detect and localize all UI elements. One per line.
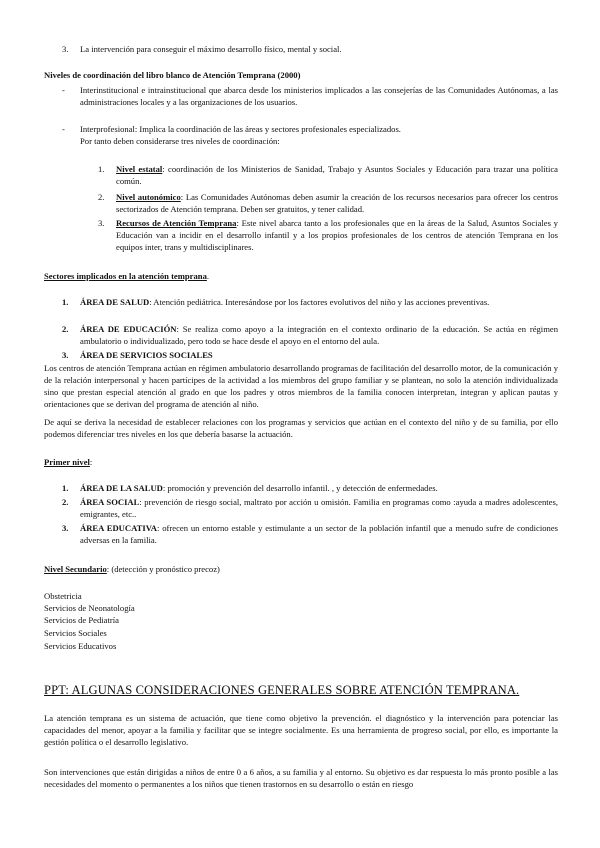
sectores-heading-tail: . bbox=[206, 271, 210, 281]
sectores-item-2 bbox=[80, 323, 558, 347]
niveles-numbered-1-marker: 1. bbox=[98, 164, 105, 174]
sectores-item-1-text: : Atención pediátrica. Interesándose por los factores evolutivos del niño y las acciones preventivas. bbox=[149, 297, 490, 307]
sectores-heading-text: Sectores implicados en la atención temprana bbox=[44, 271, 207, 281]
sectores-item-3-marker: 3. bbox=[62, 350, 69, 360]
primer-nivel-item-3-text: : ofrecen un entorno estable y estimulante a un sector de la población infantil que a menudo sufre de condiciones adversas en la familia. bbox=[80, 523, 559, 545]
primer-nivel-item-2-term: ÁREA SOCIAL bbox=[80, 497, 140, 507]
niveles-heading: Niveles de coordinación del libro blanco de Atención Temprana (2000) bbox=[44, 70, 301, 80]
top-item-marker: 3. bbox=[62, 44, 69, 54]
sectores-paragraph-2: De aquí se deriva la necesidad de establecer relaciones con los programas y servicios que actúan en el contexto del niño y de su familia, por ello podemos diferenciar tres niveles en los que debería basarse la actuación. bbox=[44, 417, 558, 439]
primer-nivel-item-3 bbox=[80, 522, 558, 546]
sectores-item-2-term: ÁREA DE EDUCACIÓN bbox=[80, 324, 177, 334]
niveles-numbered-2-marker: 2. bbox=[98, 192, 105, 202]
nivel-secundario-list-item: Servicios Educativos bbox=[44, 641, 117, 651]
niveles-numbered-1-term: Nivel estatal bbox=[116, 164, 163, 174]
primer-nivel-item-2-marker: 2. bbox=[62, 497, 69, 507]
niveles-numbered-1 bbox=[116, 163, 558, 187]
sectores-paragraph-1: Los centros de atención Temprana actúan en régimen ambulatorio desarrollando programas de facilitación del desarrollo motor, de la comunicación y de la relación interpersonal y hacen partícipes de la actividad a los miembros del grupo familiar y se plantean, no solo la atención individualizada sino que prestan especial atención al grado en que los padres y otros miembros de la familia conocen interpretan, integran y aplican pautas y orientaciones que se derivan del programa de atención al niño. bbox=[44, 363, 558, 409]
niveles-numbered-3-term: Recursos de Atención Temprana bbox=[116, 218, 237, 228]
primer-nivel-item-2 bbox=[80, 496, 558, 520]
niveles-numbered-2 bbox=[116, 191, 558, 215]
nivel-secundario-list-item: Servicios Sociales bbox=[44, 628, 107, 638]
ppt-paragraph-1: La atención temprana es un sistema de actuación, que tiene como objetivo la prevención. el diagnóstico y la intervención para potenciar las capacidades del menor, apoyar a la familia y facilitar que se integre socialmente. Es una herramienta de progreso social, por ello, es importante la gestión política o el desarrollo legislativo. bbox=[44, 713, 558, 747]
niveles-numbered-2-text: : Las Comunidades Autónomas deben asumir la creación de los recursos necesarios para ofrecer los centros sectorizados de Atención temprana. Deben ser gratuitos, y tener calidad. bbox=[116, 192, 558, 214]
ppt-paragraph-2: Son intervenciones que están dirigidas a niños de entre 0 a 6 años, a su familia y al entorno. Su objetivo es dar respuesta lo más pronto posible a las necesidades del momento o permanentes a los niños que tienen trastornos en su desarrollo o están en riesgo bbox=[44, 767, 558, 789]
primer-nivel-item-3-term: ÁREA EDUCATIVA bbox=[80, 523, 158, 533]
primer-nivel-heading-text: Primer nivel bbox=[44, 457, 90, 467]
ppt-heading: PPT: ALGUNAS CONSIDERACIONES GENERALES SOBRE ATENCIÓN TEMPRANA. bbox=[44, 683, 520, 697]
primer-nivel-item-1-text: : promoción y prevención del desarrollo infantil. , y detección de enfermedades. bbox=[162, 483, 438, 493]
niveles-bullet-1-text: Interinstitucional e intrainstitucional que abarca desde los ministerios implicados a las consejerías de las Comunidades Autónomas, a las administraciones locales y a las organizaciones de los usuarios. bbox=[80, 85, 558, 107]
niveles-numbered-2-term: Nivel autonómico bbox=[116, 192, 181, 202]
sectores-heading bbox=[44, 270, 209, 282]
primer-nivel-item-1 bbox=[80, 482, 558, 494]
sectores-item-3 bbox=[80, 349, 213, 361]
niveles-numbered-3-text: : Este nivel abarca tanto a los profesionales que en la áreas de la Salud, Asuntos Sociales y Educación van a incidir en el desarrollo infantil y a los propios profesionales de los centros de atención Temprana en los equipos inter, trans y multidisciplinares. bbox=[116, 218, 558, 252]
nivel-secundario-list-item: Servicios de Pediatría bbox=[44, 615, 119, 625]
niveles-bullet-2-line1: Interprofesional: Implica la coordinación de las áreas y sectores profesionales especializados. bbox=[80, 124, 401, 134]
primer-nivel-item-1-term: ÁREA DE LA SALUD bbox=[80, 483, 163, 493]
primer-nivel-item-1-marker: 1. bbox=[62, 483, 69, 493]
primer-nivel-heading-tail: : bbox=[89, 457, 93, 467]
sectores-item-1-marker: 1. bbox=[62, 297, 69, 307]
primer-nivel-heading bbox=[44, 456, 92, 468]
sectores-item-2-marker: 2. bbox=[62, 324, 69, 334]
sectores-item-1-term: ÁREA DE SALUD bbox=[80, 297, 150, 307]
niveles-numbered-1-text: : coordinación de los Ministerios de Sanidad, Trabajo y Asuntos Sociales y Educación para trazar una política común. bbox=[116, 164, 558, 186]
primer-nivel-item-2-text: : prevención de riesgo social, maltrato por acción u omisión. Familia en programas como :ayuda a madres adolescentes, emigrantes, etc.. bbox=[80, 497, 558, 519]
nivel-secundario-list-item: Obstetricia bbox=[44, 591, 82, 601]
niveles-bullet-1-marker: - bbox=[62, 85, 65, 95]
sectores-item-3-term: ÁREA DE SERVICIOS SOCIALES bbox=[80, 350, 213, 360]
sectores-item-1 bbox=[80, 296, 558, 308]
nivel-secundario-list-item: Servicios de Neonatología bbox=[44, 603, 135, 613]
primer-nivel-item-3-marker: 3. bbox=[62, 523, 69, 533]
niveles-bullet-2-marker: - bbox=[62, 124, 65, 134]
nivel-secundario-heading bbox=[44, 563, 220, 575]
top-item-text: La intervención para conseguir el máximo desarrollo físico, mental y social. bbox=[80, 44, 342, 54]
nivel-secundario-heading-text: Nivel Secundario bbox=[44, 564, 107, 574]
nivel-secundario-heading-tail: : (detección y pronóstico precoz) bbox=[106, 564, 220, 574]
niveles-bullet-2-line2: Por tanto deben considerarse tres niveles de coordinación: bbox=[80, 136, 280, 146]
sectores-item-2-text: : Se realiza como apoyo a la integración en el contexto ordinario de la educación. Se actúa en régimen ambulatorio o individualizado, pero todo se hace desde el apoyo en el entorno del aula. bbox=[80, 324, 558, 346]
niveles-numbered-3-marker: 3. bbox=[98, 218, 105, 228]
niveles-numbered-3 bbox=[116, 217, 558, 253]
